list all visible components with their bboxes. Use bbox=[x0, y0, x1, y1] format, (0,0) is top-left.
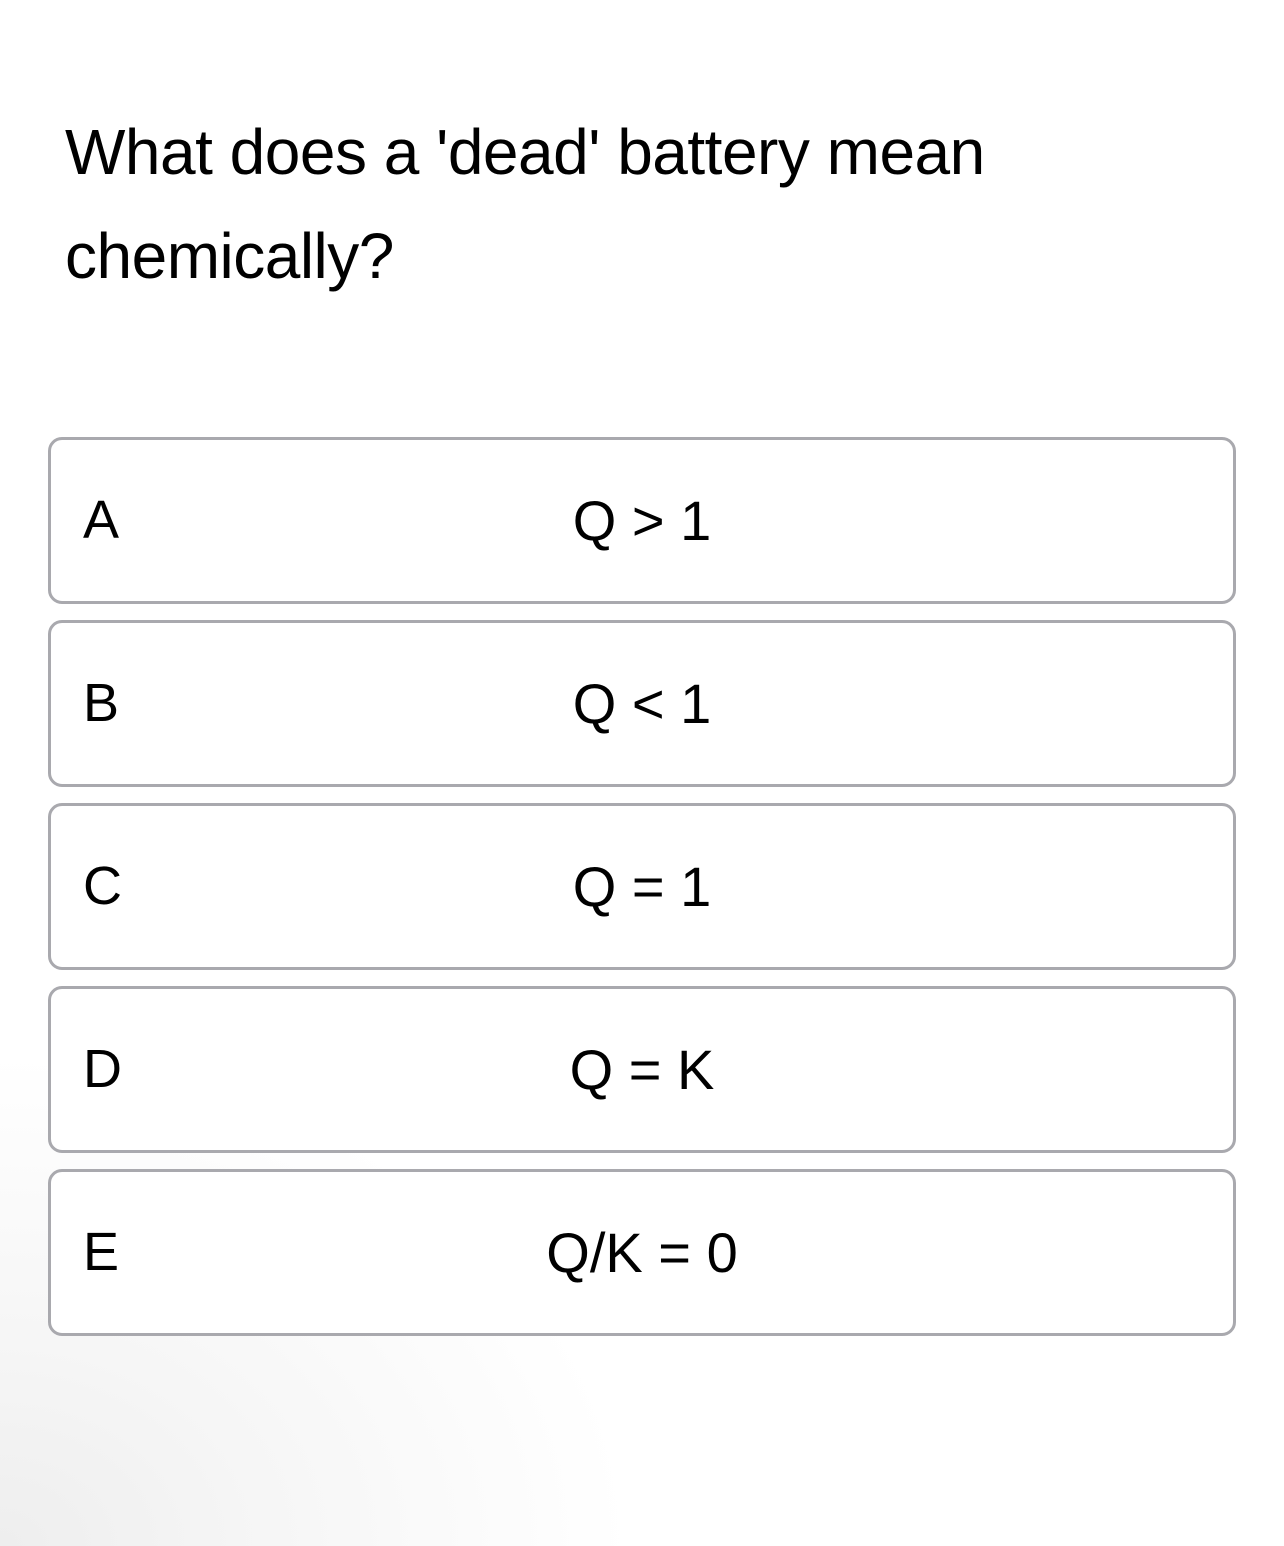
option-letter: E bbox=[83, 1222, 120, 1282]
option-text: Q > 1 bbox=[572, 489, 712, 552]
option-a[interactable] bbox=[48, 437, 1236, 604]
option-letter: B bbox=[83, 673, 120, 733]
option-text: Q = K bbox=[569, 1038, 715, 1101]
option-text: Q/K = 0 bbox=[546, 1221, 738, 1284]
option-e[interactable] bbox=[48, 1169, 1236, 1336]
answer-options bbox=[48, 437, 1236, 1352]
option-text: Q = 1 bbox=[572, 855, 712, 918]
option-letter: D bbox=[83, 1039, 122, 1099]
option-d[interactable] bbox=[48, 986, 1236, 1153]
option-letter: A bbox=[83, 490, 120, 550]
question-text: What does a 'dead' battery mean chemically? bbox=[65, 116, 985, 292]
option-letter: C bbox=[83, 856, 122, 916]
option-text: Q < 1 bbox=[572, 672, 712, 735]
option-b[interactable] bbox=[48, 620, 1236, 787]
option-c[interactable] bbox=[48, 803, 1236, 970]
